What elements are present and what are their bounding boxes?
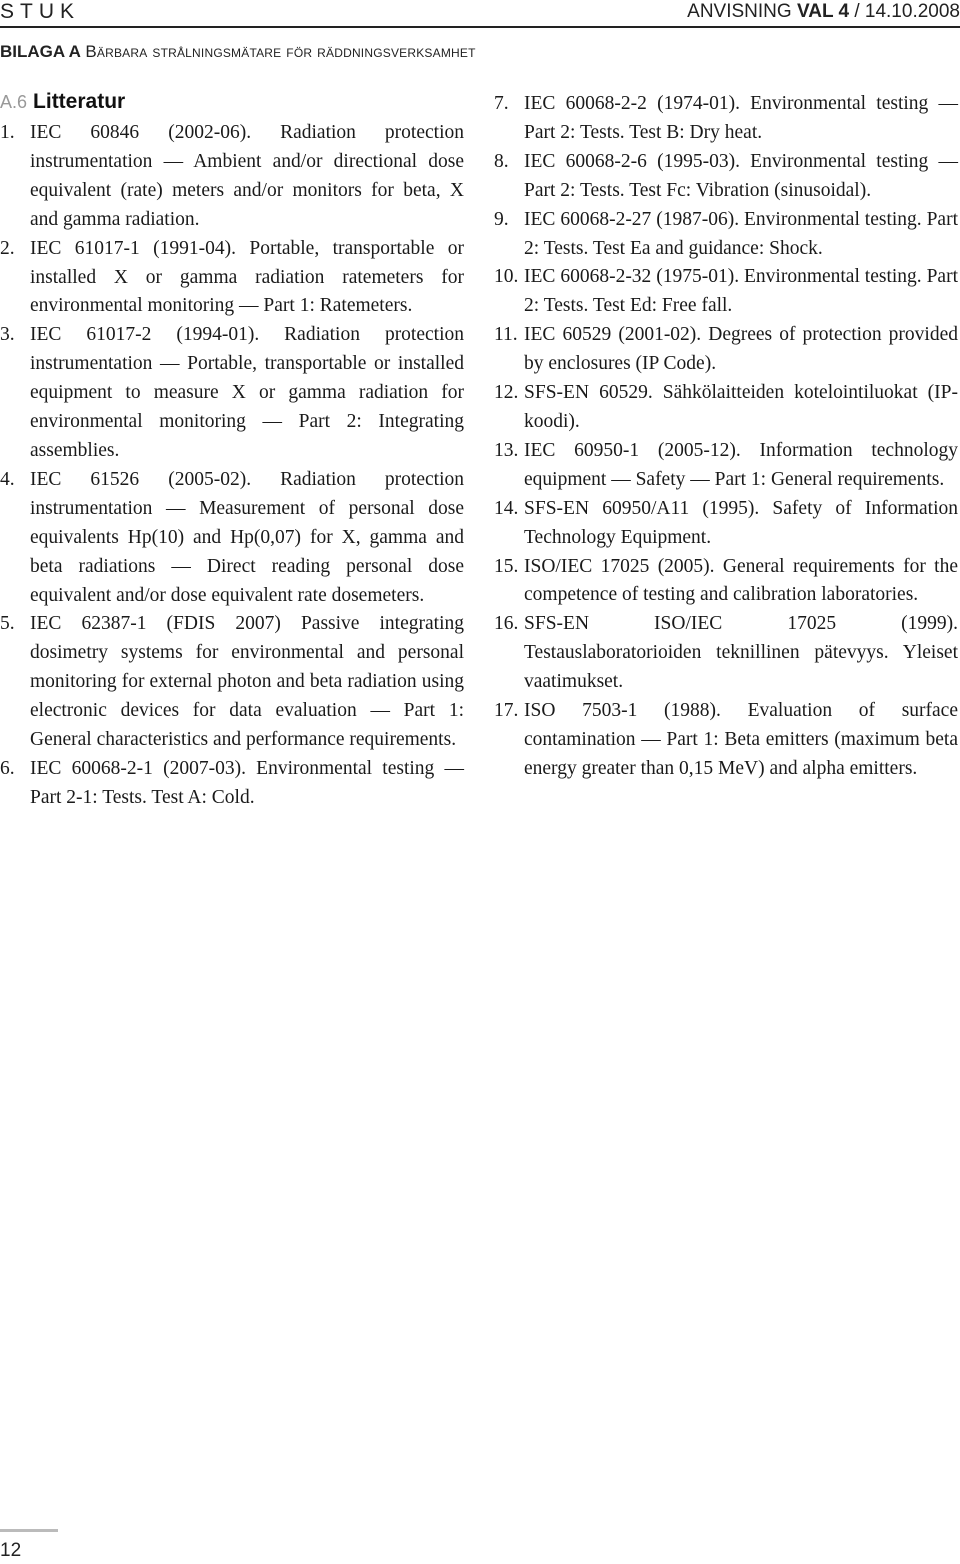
organization-name: STUK: [0, 0, 81, 23]
reference-number: 11.: [494, 324, 518, 346]
reference-item: [0, 321, 464, 466]
document-id: [687, 1, 960, 23]
reference-text: IEC 60950-1 (2005-12). Information technology equipment — Safety — Part 1: General requirements.: [524, 439, 958, 490]
reference-text: IEC 60846 (2002-06). Radiation protection instrumentation — Ambient and/or directional dose equivalent (rate) meters and/or monitors for beta, X and gamma radiation.: [30, 122, 464, 230]
reference-text: IEC 60068-2-27 (1987-06). Environmental testing. Part 2: Tests. Test Ea and guidance: Shock.: [524, 208, 958, 259]
document-prefix: ANVISNING: [687, 1, 797, 22]
reference-text: IEC 61526 (2005-02). Radiation protection instrumentation — Measurement of personal dose equivalents Hp(10) and Hp(0,07) for X, gamma and beta radiations — Direct reading personal dose equivalent and/or dose equivalent rate dosemeters.: [30, 468, 464, 606]
reference-item: [494, 610, 958, 697]
reference-number: 15.: [494, 555, 519, 577]
reference-number: 10.: [494, 266, 519, 288]
reference-text: IEC 61017-2 (1994-01). Radiation protection instrumentation — Portable, transportable or installed equipment to measure X or gamma radiation for environmental monitoring — Part 2: Integrating assemblies.: [30, 324, 464, 461]
reference-number: 1.: [0, 122, 15, 143]
reference-text: SFS-EN ISO/IEC 17025 (1999). Testauslaboratorioiden teknillinen pätevyys. Yleiset vaatimukset.: [524, 613, 958, 693]
reference-number: 9.: [494, 208, 509, 230]
reference-item: [0, 755, 464, 813]
reference-number: 6.: [0, 757, 15, 779]
reference-item: [494, 553, 958, 611]
appendix-label: BILAGA A: [0, 42, 81, 61]
reference-text: ISO/IEC 17025 (2005). General requirements for the competence of testing and calibration laboratories.: [524, 555, 958, 606]
reference-text: IEC 60068-2-32 (1975-01). Environmental testing. Part 2: Tests. Test Ed: Free fall.: [524, 266, 958, 317]
reference-number: 13.: [494, 439, 519, 461]
references-right-column: [494, 90, 958, 784]
reference-number: 7.: [494, 93, 509, 114]
document-code: VAL 4: [796, 1, 850, 22]
reference-text: IEC 61017-1 (1991-04). Portable, transportable or installed X or gamma radiation ratemeters for environmental monitoring — Part 1: Ratemeters.: [30, 237, 464, 317]
document-date: / 14.10.2008: [849, 1, 960, 22]
reference-number: 3.: [0, 324, 15, 346]
reference-item: [494, 495, 958, 553]
reference-text: IEC 60068-2-6 (1995-03). Environmental testing — Part 2: Tests. Test Fc: Vibration (sinusoidal).: [524, 150, 958, 201]
reference-item: [494, 379, 958, 437]
appendix-heading: [0, 42, 476, 62]
reference-text: IEC 60068-2-2 (1974-01). Environmental testing — Part 2: Tests. Test B: Dry heat.: [524, 93, 958, 143]
reference-text: ISO 7503-1 (1988). Evaluation of surface contamination — Part 1: Beta emitters (maximum beta energy greater than 0,15 MeV) and alpha emitters.: [524, 700, 958, 779]
reference-item: [0, 119, 464, 235]
footer-rule: [0, 1529, 58, 1532]
section-heading: [0, 90, 125, 114]
reference-item: [494, 321, 958, 379]
reference-item: [494, 263, 958, 321]
reference-item: [494, 206, 958, 264]
page-header: [0, 0, 960, 26]
reference-item: [0, 466, 464, 611]
reference-text: IEC 62387-1 (FDIS 2007) Passive integrating dosimetry systems for environmental and personal monitoring for external photon and beta radiation using electronic devices for data evaluation — Part 1: General characteristics and performance requirements.: [30, 613, 464, 751]
reference-item: [494, 148, 958, 206]
reference-number: 5.: [0, 613, 15, 635]
reference-item: [0, 235, 464, 322]
reference-number: 2.: [0, 237, 15, 259]
reference-item: [494, 90, 958, 148]
reference-number: 12.: [494, 382, 519, 404]
reference-number: 14.: [494, 497, 519, 519]
section-title: Litteratur: [33, 90, 126, 113]
reference-text: SFS-EN 60529. Sähkölaitteiden kotelointiluokat (IP-koodi).: [524, 382, 958, 432]
appendix-title: Bärbara strålningsmätare för räddningsverksamhet: [85, 42, 476, 61]
reference-text: IEC 60529 (2001-02). Degrees of protection provided by enclosures (IP Code).: [524, 324, 958, 375]
reference-number: 17.: [494, 700, 519, 722]
page-number: 12: [0, 1540, 22, 1561]
reference-text: IEC 60068-2-1 (2007-03). Environmental testing — Part 2-1: Tests. Test A: Cold.: [30, 757, 464, 808]
reference-number: 8.: [494, 150, 509, 172]
reference-text: SFS-EN 60950/A11 (1995). Safety of Information Technology Equipment.: [524, 497, 958, 548]
references-left-column: [0, 119, 464, 813]
reference-number: 16.: [494, 613, 519, 635]
reference-item: [494, 437, 958, 495]
header-rule: [0, 26, 960, 28]
reference-item: [0, 610, 464, 755]
section-number: A.6: [0, 92, 28, 112]
reference-number: 4.: [0, 468, 15, 490]
reference-item: [494, 697, 958, 784]
